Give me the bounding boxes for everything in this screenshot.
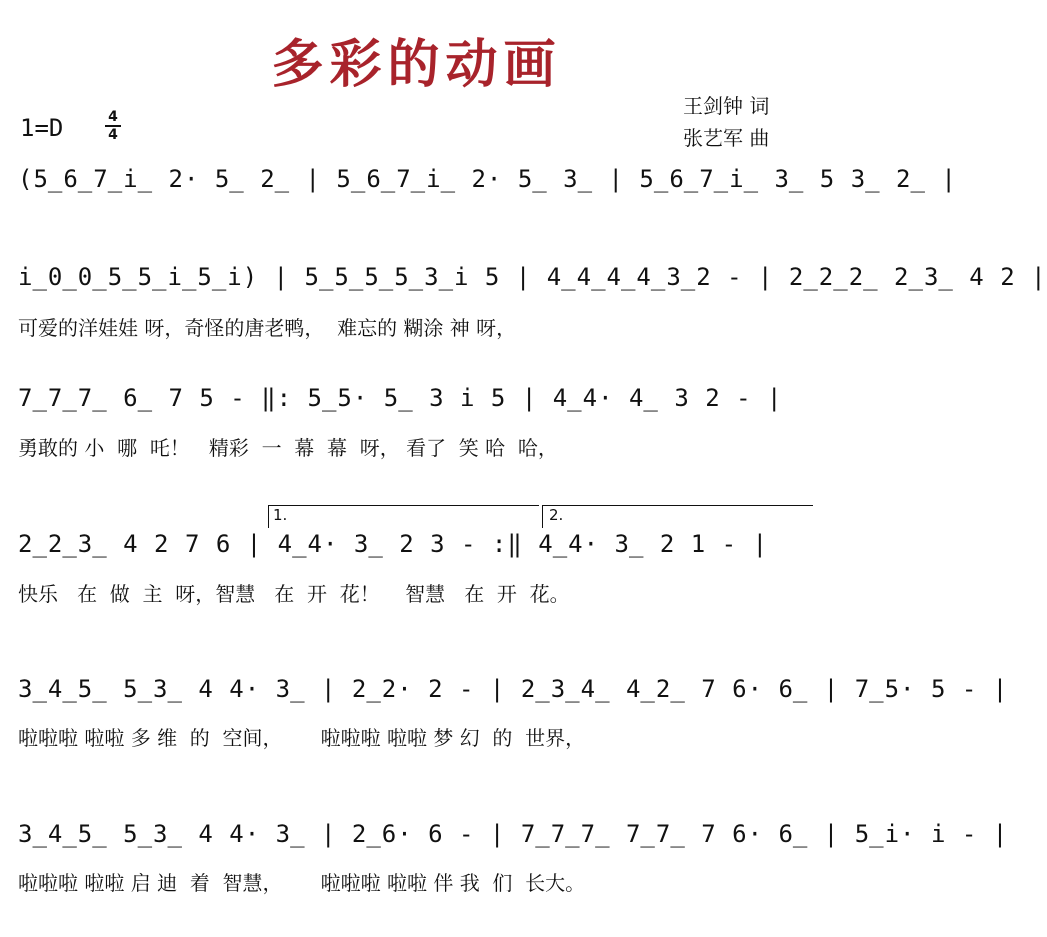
volta-first-label: 1. [273,506,288,524]
time-signature-bottom: 4 [108,127,118,143]
score-line-4: 2̲2̲3̲ 4 2 7 6 | 4̲4· 3̲ 2 3 - :‖ 4̲4· 3̲ 2 1 - | [18,530,769,558]
composer-credit: 张艺军 曲 [683,126,770,150]
volta-first-bracket [268,505,539,528]
lyrics-line-6: 啦啦啦 啦啦 启 迪 着 智慧， 啦啦啦 啦啦 伴 我 们 长大。 [18,871,586,895]
time-signature-top: 4 [108,109,118,125]
volta-second-bracket [542,505,813,528]
score-line-6: 3̲4̲5̲ 5̲3̲ 4 4· 3̲ | 2̲6· 6 - | 7̲7̲7̲ 7̲7̲ 7 6· 6̲ | 5̲i· i - | [18,820,1009,848]
key-signature: 1=D [20,114,64,142]
lyrics-line-5: 啦啦啦 啦啦 多 维 的 空间， 啦啦啦 啦啦 梦 幻 的 世界， [18,726,586,750]
lyrics-line-4: 快乐 在 做 主 呀，智慧 在 开 花！ 智慧 在 开 花。 [18,582,570,606]
score-line-3: 7̲7̲7̲ 6̲ 7 5 - ‖: 5̲5· 5̲ 3 i 5 | 4̲4· 4̲ 3 2 - | [18,384,783,412]
score-line-5: 3̲4̲5̲ 5̲3̲ 4 4· 3̲ | 2̲2· 2 - | 2̲3̲4̲ 4̲2̲ 7 6· 6̲ | 7̲5· 5 - | [18,675,1009,703]
score-line-1: (5̲6̲7̲i̲ 2· 5̲ 2̲ | 5̲6̲7̲i̲ 2· 5̲ 3̲ | 5̲6̲7̲i̲ 3̲ 5 3̲ 2̲ | [18,165,957,193]
lyrics-line-2: 可爱的洋娃娃 呀，奇怪的唐老鸭， 难忘的 糊涂 神 呀， [18,316,517,340]
lyrics-line-3: 勇敢的 小 哪 吒！ 精彩 一 幕 幕 呀， 看了 笑 哈 哈， [18,436,558,460]
time-signature [105,110,121,142]
lyricist-credit: 王剑钟 词 [683,94,770,118]
volta-second-label: 2. [549,506,564,524]
song-title: 多彩的动画 [271,35,562,95]
score-line-2: i̲0̲0̲5̲5̲i̲5̲i) | 5̲5̲5̲5̲3̲i 5 | 4̲4̲4̲4̲3̲2 - | 2̲2̲2̲ 2̲3̲ 4 2 | [18,263,1047,291]
